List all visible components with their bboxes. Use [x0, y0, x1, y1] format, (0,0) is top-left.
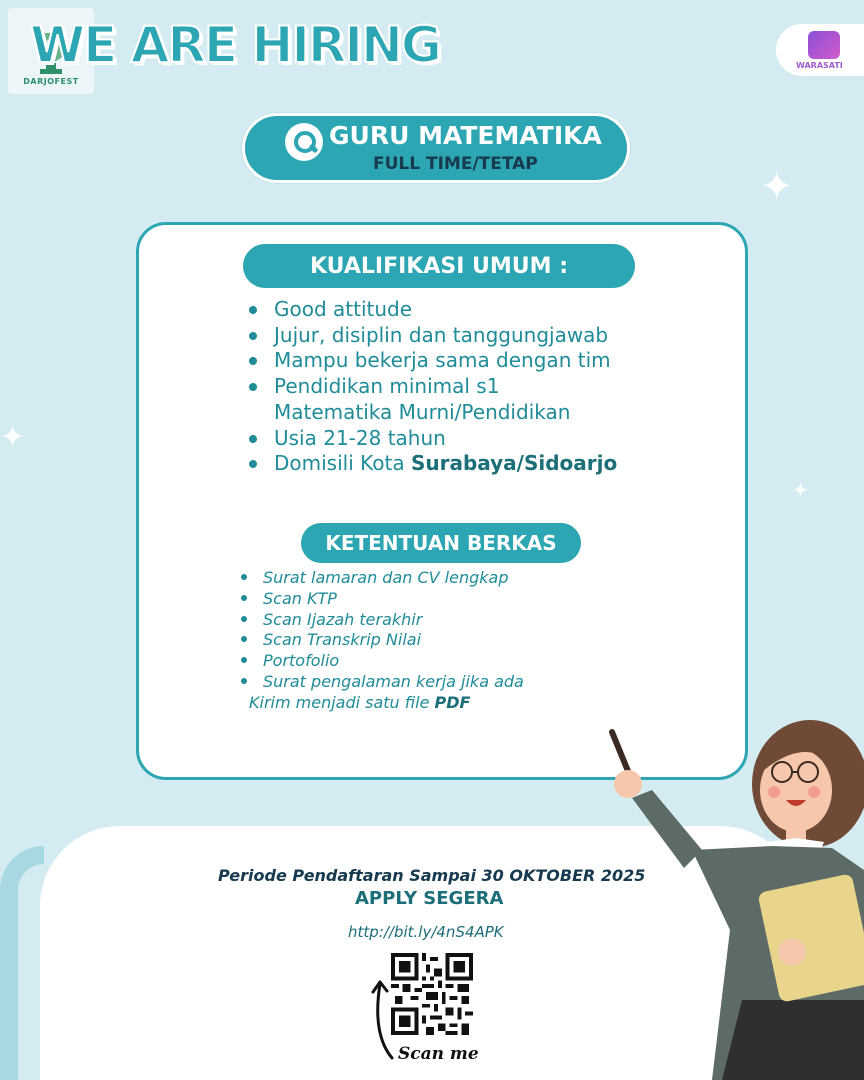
- job-title: GURU MATEMATIKA: [329, 121, 602, 150]
- berkas-heading: KETENTUAN BERKAS: [301, 523, 581, 563]
- sparkle-decoration: ✦: [0, 420, 26, 455]
- list-item-domisili: [249, 451, 617, 477]
- teacher-illustration: [592, 700, 864, 1080]
- list-item: Surat pengalaman kerja jika ada: [239, 672, 524, 693]
- berkas-list: [239, 568, 524, 714]
- domisili-prefix: Domisili Kota: [274, 451, 411, 476]
- sparkle-decoration: ✦: [792, 478, 809, 502]
- list-item: Mampu bekerja sama dengan tim: [249, 348, 617, 374]
- logo-left-text: DARJOFEST: [23, 77, 79, 86]
- search-icon: [285, 123, 323, 161]
- list-item: Scan Ijazah terakhir: [239, 610, 524, 631]
- apply-link[interactable]: http://bit.ly/4nS4APK: [348, 923, 504, 941]
- list-item: Scan Transkrip Nilai: [239, 630, 524, 651]
- panel-ring-decoration: [0, 846, 44, 1080]
- qr-code-icon[interactable]: [391, 953, 473, 1035]
- apply-text: APPLY SEGERA: [355, 888, 504, 909]
- kualifikasi-list: [249, 297, 617, 477]
- file-note-prefix: Kirim menjadi satu file: [249, 692, 435, 712]
- page-headline: WE ARE HIRING: [30, 16, 440, 74]
- kualifikasi-heading: KUALIFIKASI UMUM :: [243, 244, 635, 288]
- list-item: Matematika Murni/Pendidikan: [274, 399, 571, 424]
- list-item: Good attitude: [249, 297, 617, 323]
- logo-right-text: WARASATI: [796, 60, 843, 70]
- logo-right: [776, 24, 864, 76]
- list-item: Scan KTP: [239, 589, 524, 610]
- domisili-city: Surabaya/Sidoarjo: [410, 451, 618, 476]
- list-item: Surat lamaran dan CV lengkap: [239, 568, 524, 589]
- file-format: PDF: [434, 692, 471, 712]
- list-item: Pendidikan minimal s1: [249, 374, 617, 400]
- curved-arrow-icon: [370, 974, 398, 1062]
- sparkle-decoration: ✦: [760, 164, 794, 210]
- requirements-card: [136, 222, 748, 780]
- job-type: FULL TIME/TETAP: [373, 154, 538, 174]
- scan-me-label: Scan me: [398, 1044, 479, 1064]
- list-item: Jujur, disiplin dan tanggungjawab: [249, 323, 617, 349]
- file-note: [239, 693, 524, 714]
- list-item: Portofolio: [239, 651, 524, 672]
- registration-period: Periode Pendaftaran Sampai 30 OKTOBER 2025: [218, 866, 646, 885]
- job-title-pill: [242, 113, 630, 183]
- list-item: Usia 21-28 tahun: [249, 426, 617, 452]
- shield-logo-icon: [808, 31, 840, 59]
